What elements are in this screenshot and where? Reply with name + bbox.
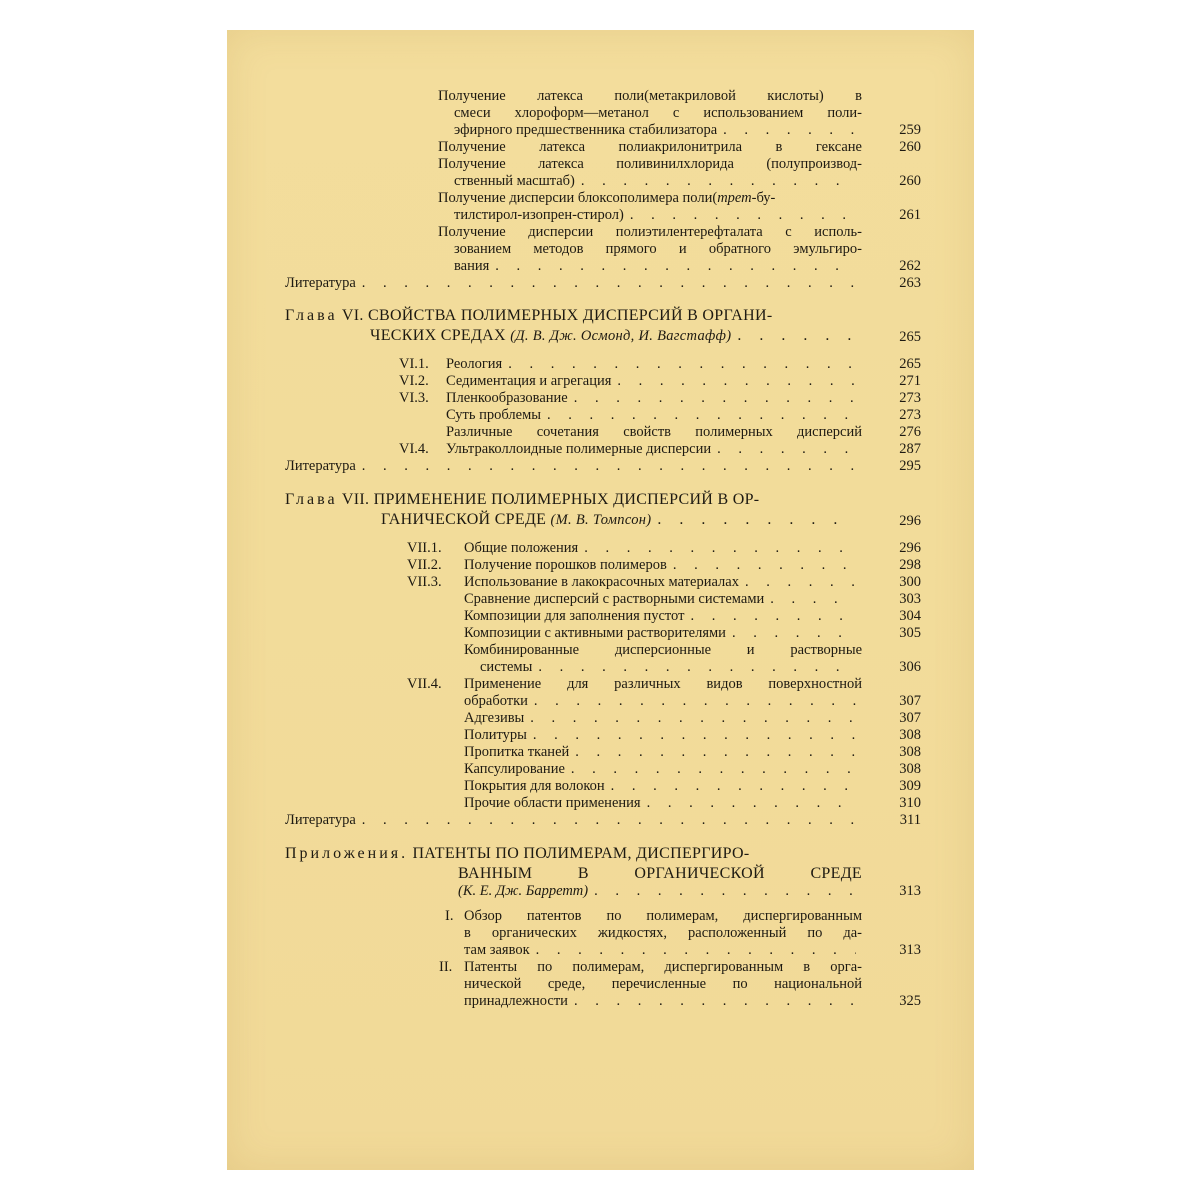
toc-subentry xyxy=(464,761,862,778)
chapter-heading-line xyxy=(381,511,862,529)
toc-entry xyxy=(454,122,862,139)
toc-entry-text: Прочие области применения xyxy=(464,795,641,811)
toc-line: Получение дисперсии полиэтилентерефталата с исполь- xyxy=(438,224,862,240)
toc-entry-text: Капсулирование xyxy=(464,761,565,777)
chapter-heading xyxy=(285,491,759,509)
toc-entry xyxy=(446,390,862,407)
dot-leader xyxy=(611,778,856,795)
page-number: 300 xyxy=(899,574,921,590)
toc-line: Обзор патентов по полимерам, диспергированным xyxy=(464,908,862,924)
toc-entry-text: ственный масштаб) xyxy=(454,173,575,189)
toc-subentry xyxy=(480,659,862,676)
toc-entry-text: Покрытия для волокон xyxy=(464,778,605,794)
page-number: 259 xyxy=(899,122,921,138)
dot-leader xyxy=(717,441,856,458)
toc-entry-text: Пропитка тканей xyxy=(464,744,570,760)
toc-entry-text: Общие положения xyxy=(464,540,579,556)
toc-entry-text: Получение порошков полимеров xyxy=(464,557,667,573)
page-number: 303 xyxy=(899,591,921,607)
chapter-title: ПРИМЕНЕНИЕ ПОЛИМЕРНЫХ ДИСПЕРСИЙ В ОР- xyxy=(373,491,760,508)
section-number: VI.2. xyxy=(399,373,429,389)
toc-entry-text: Суть проблемы xyxy=(446,407,542,423)
toc-subentry xyxy=(464,625,862,642)
toc-entry xyxy=(446,356,862,373)
toc-entry-literature xyxy=(285,275,862,292)
toc-subentry xyxy=(464,727,862,744)
appendix-heading xyxy=(285,845,750,863)
page-number: 308 xyxy=(899,727,921,743)
dot-leader xyxy=(647,795,856,812)
table-of-contents xyxy=(227,30,974,1170)
page-number: 306 xyxy=(899,659,921,675)
toc-entry-text: эфирного предшественника стабилизатора xyxy=(454,122,718,138)
page-number: 308 xyxy=(899,744,921,760)
toc-entry-text: Композиции с активными растворителями xyxy=(464,625,726,641)
toc-entry-text: Ультраколлоидные полимерные дисперсии xyxy=(446,441,712,457)
page-number: 296 xyxy=(899,513,921,529)
toc-line xyxy=(438,190,862,207)
chapter-title: СВОЙСТВА ПОЛИМЕРНЫХ ДИСПЕРСИЙ В ОРГАНИ- xyxy=(368,307,773,324)
page-number: 261 xyxy=(899,207,921,223)
dot-leader xyxy=(495,258,856,275)
dot-leader xyxy=(574,993,856,1010)
page-number: 325 xyxy=(899,993,921,1009)
toc-entry-text: Композиции для заполнения пустот xyxy=(464,608,685,624)
toc-entry xyxy=(446,373,862,390)
toc-subentry: Различные сочетания свойств полимерных дисперсий xyxy=(446,424,862,440)
page-number: 296 xyxy=(899,540,921,556)
dot-leader xyxy=(536,942,856,959)
toc-entry xyxy=(464,993,862,1010)
chapter-heading-line xyxy=(370,327,862,345)
appendix-item-number: II. xyxy=(439,959,453,975)
dot-leader xyxy=(584,540,856,557)
toc-line: зованием методов прямого и обратного эмульгиро- xyxy=(454,241,862,257)
section-number: VI.4. xyxy=(399,441,429,457)
page-number: 298 xyxy=(899,557,921,573)
toc-line: Получение латекса полиакрилонитрила в гексане xyxy=(438,139,862,155)
page-number: 313 xyxy=(899,942,921,958)
page-number: 307 xyxy=(899,693,921,709)
dot-leader xyxy=(362,458,856,475)
toc-entry-text: Политуры xyxy=(464,727,527,743)
page-number: 262 xyxy=(899,258,921,274)
dot-leader xyxy=(630,207,856,224)
chapter-authors: (М. В. Томпсон) xyxy=(550,512,652,528)
page-number: 313 xyxy=(899,883,921,899)
toc-entry-text: Сравнение дисперсий с растворными системами xyxy=(464,591,765,607)
dot-leader xyxy=(690,608,856,625)
page-number: 263 xyxy=(899,275,921,291)
toc-entry-text: там заявок xyxy=(464,942,530,958)
toc-entry xyxy=(464,942,862,959)
page-number: 271 xyxy=(899,373,921,389)
appendix-item-number: I. xyxy=(445,908,454,924)
dot-leader xyxy=(362,812,856,829)
toc-entry xyxy=(454,207,862,224)
section-number: VII.1. xyxy=(407,540,442,556)
toc-entry xyxy=(454,258,862,275)
toc-subentry xyxy=(464,608,862,625)
page-number: 305 xyxy=(899,625,921,641)
toc-entry xyxy=(446,441,862,458)
toc-line-text: Получение дисперсии блоксополимера поли( xyxy=(438,190,718,206)
toc-entry-literature xyxy=(285,812,862,829)
toc-line: Получение латекса поливинилхлорида (полупроизвод- xyxy=(438,156,862,172)
toc-subentry xyxy=(464,778,862,795)
chapter-number: VII. xyxy=(341,491,370,508)
toc-entry-text: Использование в лакокрасочных материалах xyxy=(464,574,739,590)
toc-entry-text: Реология xyxy=(446,356,503,372)
page-number: 304 xyxy=(899,608,921,624)
chapter-number: VI. xyxy=(341,307,364,324)
page-number: 260 xyxy=(899,173,921,189)
toc-entry xyxy=(464,574,862,591)
dot-leader xyxy=(508,356,856,373)
appendix-authors: (К. Е. Дж. Барретт) xyxy=(458,883,589,899)
toc-entry-text: Литература xyxy=(285,812,356,828)
toc-entry-text: обработки xyxy=(464,693,528,709)
page-number: 287 xyxy=(899,441,921,457)
toc-line: Получение латекса поли(метакриловой кислоты) в xyxy=(438,88,862,104)
dot-leader xyxy=(534,693,856,710)
dot-leader xyxy=(530,710,856,727)
chapter-authors: (Д. В. Дж. Осмонд, И. Вагстафф) xyxy=(510,328,732,344)
chapter-label: Глава xyxy=(285,491,338,508)
dot-leader xyxy=(732,625,856,642)
page-number: 273 xyxy=(899,390,921,406)
toc-subentry xyxy=(464,795,862,812)
page-number: 309 xyxy=(899,778,921,794)
toc-entry-literature xyxy=(285,458,862,475)
chapter-title: ГАНИЧЕСКОЙ СРЕДЕ xyxy=(381,511,547,528)
toc-entry: Применение для различных видов поверхностной xyxy=(464,676,862,692)
section-number: VI.3. xyxy=(399,390,429,406)
toc-entry xyxy=(464,693,862,710)
dot-leader xyxy=(745,574,856,591)
italic-term: трет xyxy=(717,190,752,206)
dot-leader xyxy=(581,173,856,190)
toc-entry-text: Пленкообразование xyxy=(446,390,568,406)
toc-line: нической среде, перечисленные по национальной xyxy=(464,976,862,992)
dot-leader xyxy=(571,761,856,778)
dot-leader xyxy=(594,883,856,900)
dot-leader xyxy=(362,275,856,292)
toc-line: в органических жидкостях, расположенный по да- xyxy=(464,925,862,941)
dot-leader xyxy=(737,327,856,345)
toc-line: смеси хлороформ—метанол с использованием поли- xyxy=(454,105,862,121)
section-number: VI.1. xyxy=(399,356,429,372)
toc-entry-text: Литература xyxy=(285,458,356,474)
page-number: 260 xyxy=(899,139,921,155)
dot-leader xyxy=(574,390,856,407)
section-number: VII.3. xyxy=(407,574,442,590)
toc-entry-text: Седиментация и агрегация xyxy=(446,373,612,389)
section-number: VII.2. xyxy=(407,557,442,573)
section-number: VII.4. xyxy=(407,676,442,692)
toc-line-text: -бу- xyxy=(751,190,776,206)
dot-leader xyxy=(617,373,856,390)
page-number: 265 xyxy=(899,329,921,345)
toc-entry-text: принадлежности xyxy=(464,993,568,1009)
chapter-heading xyxy=(285,307,772,325)
toc-entry-text: Литература xyxy=(285,275,356,291)
toc-entry xyxy=(454,173,862,190)
appendix-authors-line xyxy=(458,883,862,900)
dot-leader xyxy=(723,122,856,139)
toc-entry-text: вания xyxy=(454,258,490,274)
page-number: 311 xyxy=(899,812,921,828)
dot-leader xyxy=(547,407,856,424)
appendix-title: ПАТЕНТЫ ПО ПОЛИМЕРАМ, ДИСПЕРГИРО- xyxy=(412,845,750,862)
dot-leader xyxy=(657,511,856,529)
chapter-label: Глава xyxy=(285,307,338,324)
toc-subentry xyxy=(446,407,862,424)
toc-subentry xyxy=(464,591,862,608)
appendix-label: Приложения. xyxy=(285,845,409,862)
dot-leader xyxy=(575,744,856,761)
toc-entry-text: Адгезивы xyxy=(464,710,525,726)
dot-leader xyxy=(538,659,856,676)
toc-subentry xyxy=(464,710,862,727)
toc-entry-text: тилстирол-изопрен-стирол) xyxy=(454,207,624,223)
page-number: 276 xyxy=(899,424,921,440)
page-number: 308 xyxy=(899,761,921,777)
dot-leader xyxy=(533,727,856,744)
chapter-title: ЧЕСКИХ СРЕДАХ xyxy=(370,327,506,344)
page-number: 310 xyxy=(899,795,921,811)
book-page xyxy=(227,30,974,1170)
dot-leader xyxy=(770,591,856,608)
toc-line: Патенты по полимерам, диспергированным в орга- xyxy=(464,959,862,975)
toc-entry xyxy=(464,557,862,574)
toc-subentry: Комбинированные дисперсионные и растворные xyxy=(464,642,862,658)
toc-entry xyxy=(464,540,862,557)
toc-entry-text: системы xyxy=(480,659,533,675)
page-number: 307 xyxy=(899,710,921,726)
page-number: 295 xyxy=(899,458,921,474)
page-number: 265 xyxy=(899,356,921,372)
toc-subentry xyxy=(464,744,862,761)
page-number: 273 xyxy=(899,407,921,423)
appendix-title: ВАННЫМ В ОРГАНИЧЕСКОЙ СРЕДЕ xyxy=(458,865,862,882)
dot-leader xyxy=(673,557,856,574)
